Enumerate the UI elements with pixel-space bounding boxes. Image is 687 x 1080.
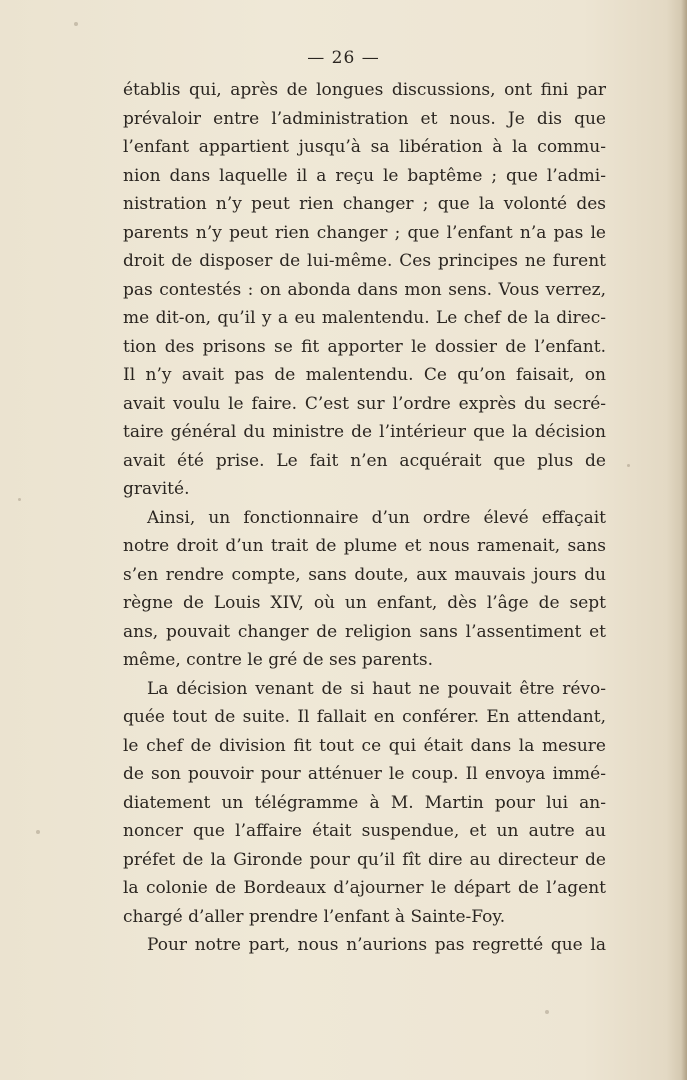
text-line: prévaloir entre l’administration et nous. Je dis que [123, 108, 606, 129]
text-line: droit de disposer de lui-même. Ces principes ne furent [123, 251, 606, 271]
text-line: tion des prisons se fit apporter le dossier de l’enfant. [123, 336, 606, 357]
text-line: diatement un télégramme à M. Martin pour lui an- [123, 792, 606, 813]
text-line: avait voulu le faire. C’est sur l’ordre exprès du secré- [123, 393, 606, 414]
text-line: même, contre le gré de ses parents. [123, 650, 434, 670]
text-line: quée tout de suite. Il fallait en conférer. En attendant, [123, 707, 606, 727]
text-line: s’en rendre compte, sans doute, aux mauvais jours du [123, 564, 606, 585]
text-line: règne de Louis XIV, où un enfant, dès l’âge de sept [123, 593, 606, 613]
text-line: nistration n’y peut rien changer ; que la volonté des [123, 194, 606, 214]
text-line: noncer que l’affaire était suspendue, et un autre au [123, 821, 606, 841]
paper-spot [18, 498, 21, 501]
text-line: avait été prise. Le fait n’en acquérait que plus de [123, 450, 606, 471]
text-line: le chef de division fit tout ce qui était dans la mesure [123, 735, 606, 756]
text-line: pas contestés : on abonda dans mon sens. Vous verrez, [123, 279, 606, 300]
paper-spot [545, 1010, 549, 1014]
paragraph-start-line: Pour notre part, nous n’aurions pas regretté que la [147, 935, 606, 955]
text-line: parents n’y peut rien changer ; que l’enfant n’a pas le [123, 222, 606, 243]
text-line: notre droit d’un trait de plume et nous ramenait, sans [123, 536, 606, 556]
text-line: de son pouvoir pour atténuer le coup. Il envoya immé- [123, 764, 606, 784]
paper-spot [74, 22, 78, 26]
paragraph-start-line: Ainsi, un fonctionnaire d’un ordre élevé effaçait [147, 507, 606, 528]
text-line: gravité. [123, 479, 190, 499]
text-line: la colonie de Bordeaux d’ajourner le départ de l’agent [123, 878, 606, 898]
text-line: ans, pouvait changer de religion sans l’assentiment et [123, 621, 606, 642]
text-line: préfet de la Gironde pour qu’il fît dire au directeur de [123, 849, 606, 870]
text-line: me dit-on, qu’il y a eu malentendu. Le chef de la direc- [123, 308, 606, 328]
page-binding-edge [681, 0, 687, 1080]
paper-spot [627, 464, 630, 467]
text-line: nion dans laquelle il a reçu le baptême ; que l’admi- [123, 165, 606, 186]
text-line: l’enfant appartient jusqu’à sa libération à la commu- [123, 137, 606, 157]
text-line: taire général du ministre de l’intérieur que la décision [123, 422, 606, 442]
page-number: — 26 — [307, 48, 380, 68]
text-line: chargé d’aller prendre l’enfant à Sainte-Foy. [123, 906, 506, 927]
text-line: Il n’y avait pas de malentendu. Ce qu’on faisait, on [123, 365, 606, 385]
paragraph-start-line: La décision venant de si haut ne pouvait être révo- [147, 678, 606, 699]
text-line: établis qui, après de longues discussions, ont fini par [123, 80, 606, 100]
paper-spot [36, 830, 40, 834]
body-text [123, 76, 606, 960]
